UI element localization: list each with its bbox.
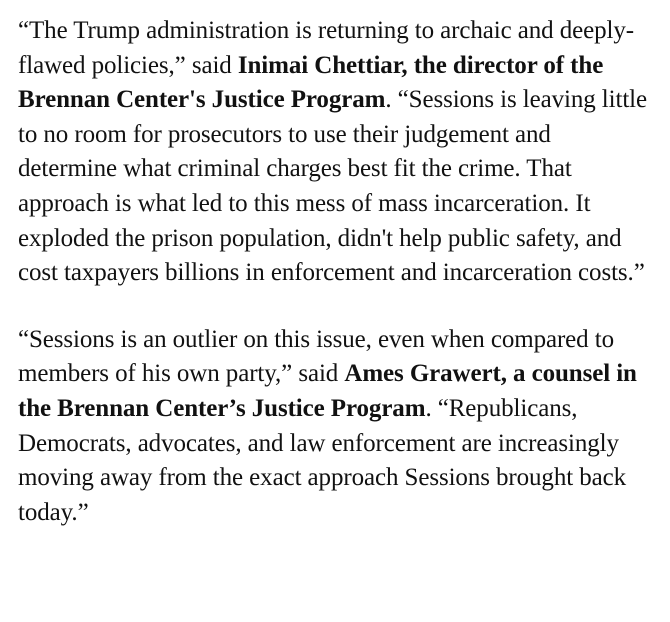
quote-text-continuation: . “Sessions is leaving little to no room for prosecutors to use their judgement and determine what criminal charges best fit the crime. That approach is what led to this mess of mass incarceration. It exploded the prison population, didn't help public safety, and cost taxpayers billions in enforcement and incarceration costs.”	[18, 86, 648, 287]
quote-text-opening: “Sessions is an outlier on this issue, even when compared to members of his own party,” said	[18, 325, 614, 388]
speaker-attribution: Inimai Chettiar, the director of the Brennan Center's Justice Program	[18, 51, 604, 114]
quote-paragraph-chettiar	[18, 14, 652, 291]
quote-paragraph-grawert	[18, 323, 652, 531]
quote-text-continuation: . “Republicans, Democrats, advocates, and law enforcement are increasingly moving away from the exact approach Sessions brought back today.”	[18, 394, 627, 526]
speaker-attribution: Ames Grawert, a counsel in the Brennan Center’s Justice Program	[18, 360, 637, 422]
quote-text-opening: “The Trump administration is returning to archaic and deeply-flawed policies,” said	[18, 17, 634, 79]
